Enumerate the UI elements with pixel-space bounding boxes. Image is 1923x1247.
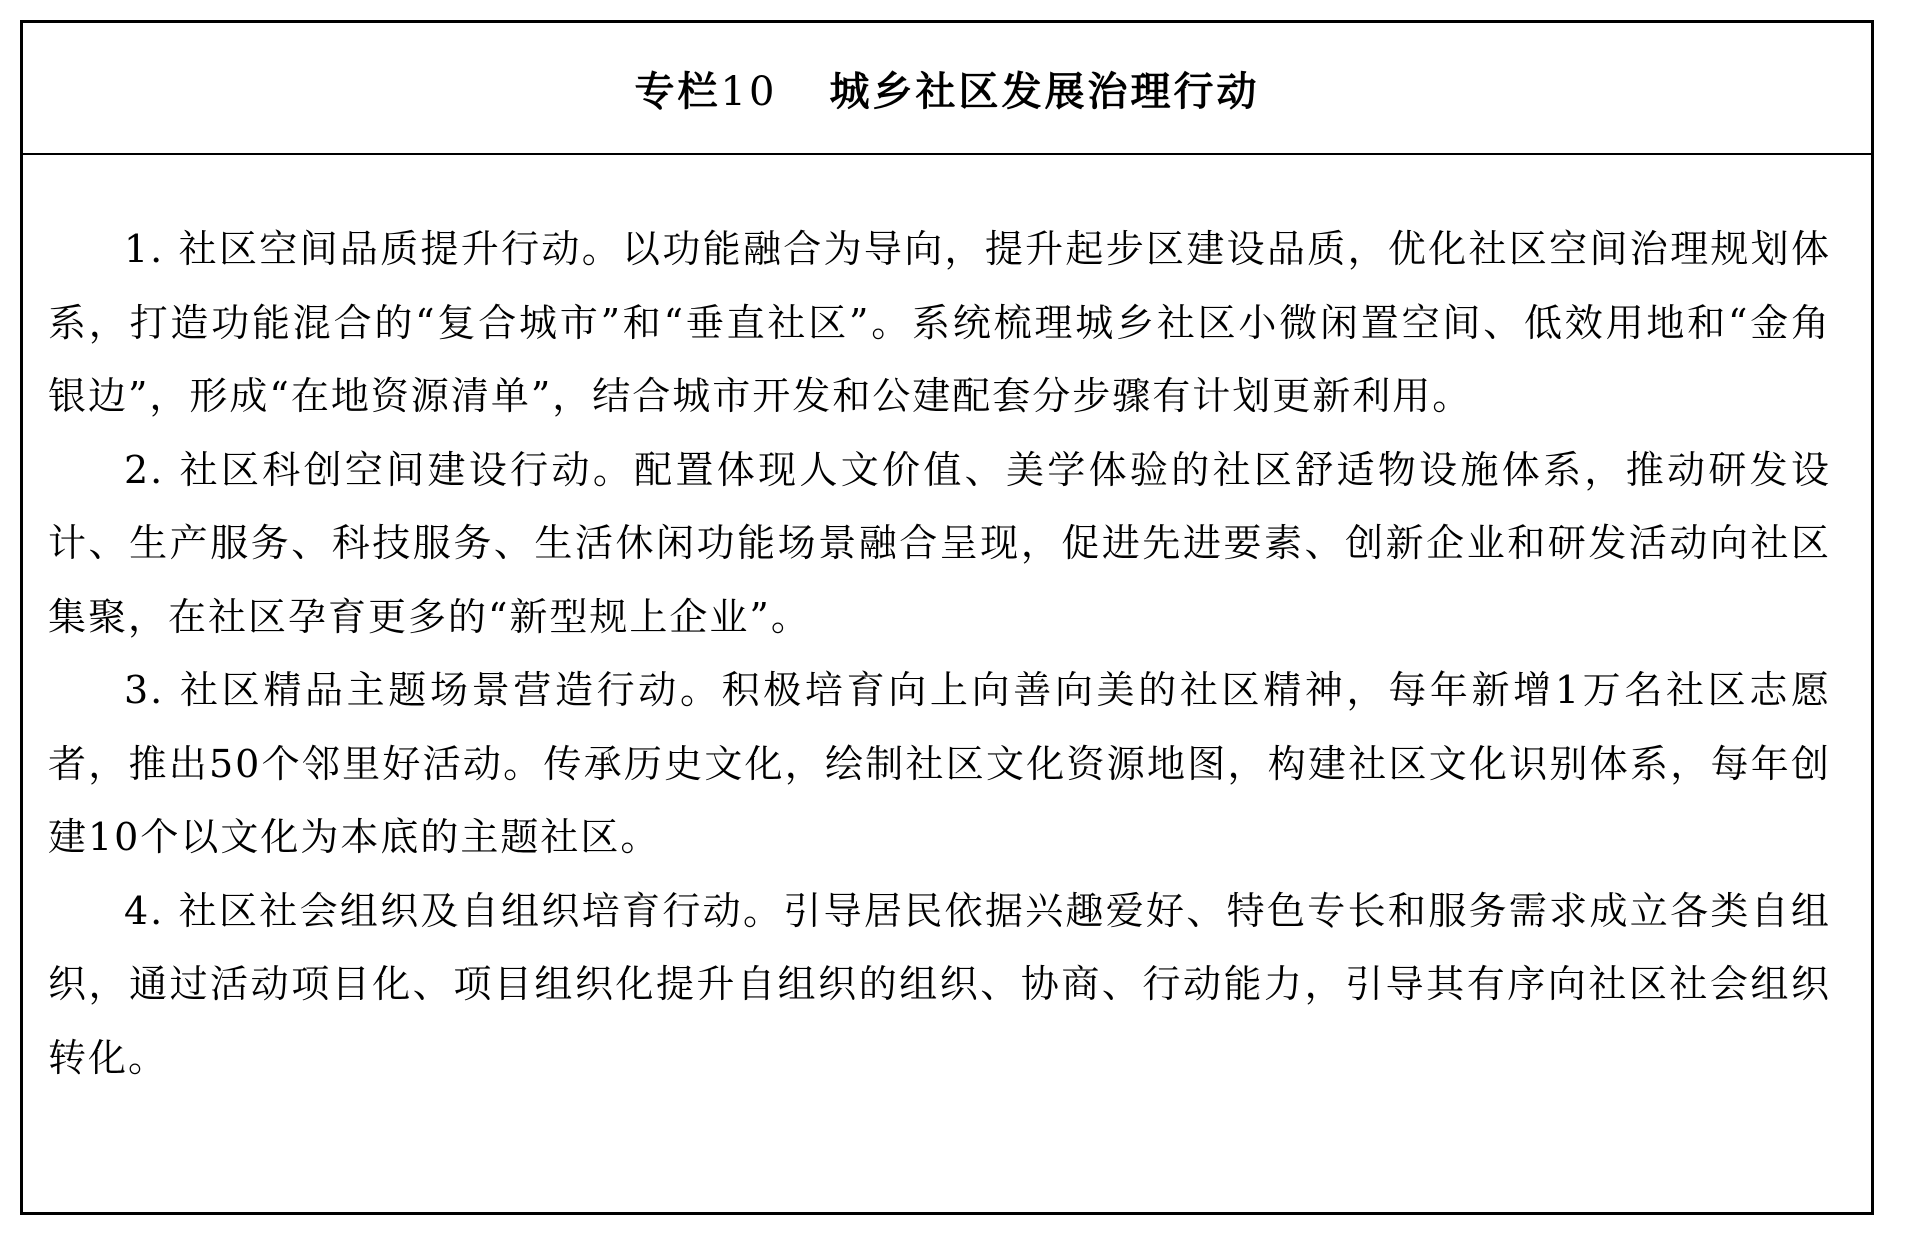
paragraph-1: 1. 社区空间品质提升行动。以功能融合为导向，提升起步区建设品质，优化社区空间治理规划体系，打造功能混合的“复合城市”和“垂直社区”。系统梳理城乡社区小微闲置空间、低效用地和“金角银边”，形成“在地资源清单”，结合城市开发和公建配套分步骤有计划更新利用。	[48, 227, 1831, 418]
paragraph-4: 4. 社区社会组织及自组织培育行动。引导居民依据兴趣爱好、特色专长和服务需求成立各类自组织，通过活动项目化、项目组织化提升自组织的组织、协商、行动能力，引导其有序向社区社会组织转化。	[48, 888, 1831, 1080]
box-body	[23, 155, 1871, 1095]
box-number: 10	[720, 68, 778, 115]
box-heading: 城乡社区发展治理行动	[829, 68, 1260, 115]
feature-box	[20, 20, 1874, 1215]
paragraph-3: 3. 社区精品主题场景营造行动。积极培育向上向善向美的社区精神，每年新增1万名社区志愿者，推出50个邻里好活动。传承历史文化，绘制社区文化资源地图，构建社区文化识别体系，每年创建10个以文化为本底的主题社区。	[48, 668, 1831, 859]
box-header	[23, 23, 1871, 155]
box-label: 专栏10	[634, 68, 778, 115]
box-title	[635, 60, 1260, 117]
paragraph-2: 2. 社区科创空间建设行动。配置体现人文价值、美学体验的社区舒适物设施体系，推动研发设计、生产服务、科技服务、生活休闲功能场景融合呈现，促进先进要素、创新企业和研发活动向社区集聚，在社区孕育更多的“新型规上企业”。	[48, 447, 1831, 639]
